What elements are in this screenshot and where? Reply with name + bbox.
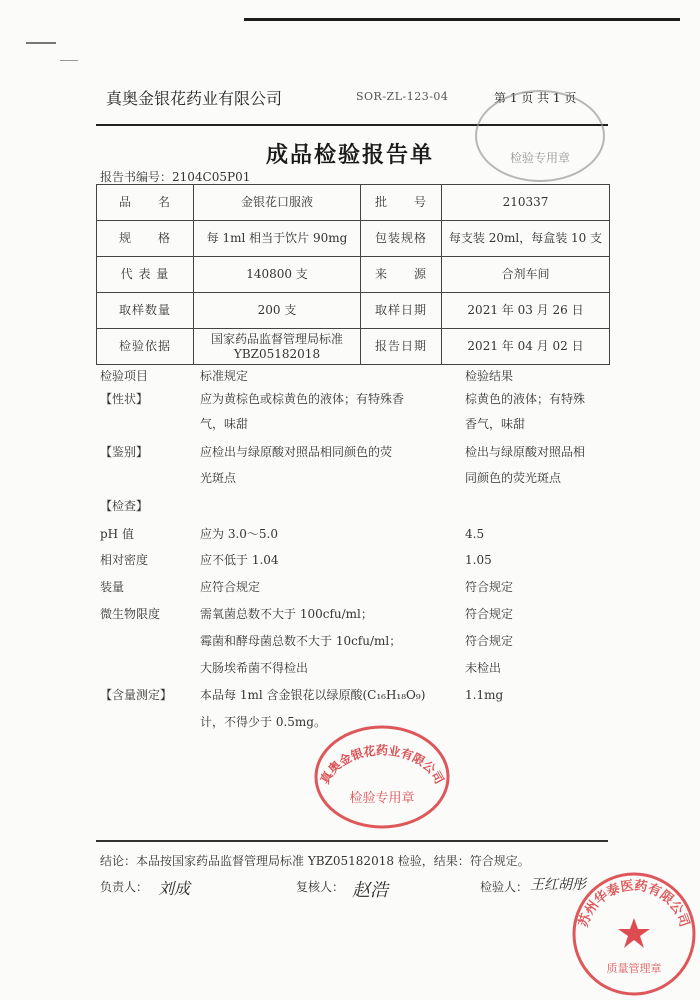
svg-text:真奥金银花药业有限公司 bbox=[317, 743, 447, 787]
col-header-standard: 标准规定 bbox=[200, 369, 249, 383]
test-result: 棕黄色的液体；有特殊 bbox=[465, 392, 586, 406]
test-standard: 光斑点 bbox=[200, 471, 237, 485]
test-result: 香气，味甜 bbox=[465, 417, 526, 431]
info-value: 每支装 20ml，每盒装 10 支 bbox=[442, 221, 610, 257]
test-standard: 应符合规定 bbox=[200, 580, 261, 594]
seal-ring-text: 苏州华泰医药有限公司 bbox=[576, 878, 692, 930]
inspection-stamp-gray bbox=[470, 86, 610, 186]
info-label: 取样数量 bbox=[97, 293, 194, 329]
reviewer-signature: 赵浩 bbox=[352, 880, 388, 901]
responsible-label: 负责人： bbox=[100, 880, 149, 894]
test-result: 符合规定 bbox=[465, 634, 514, 648]
page-info: 第 1 页 共 1 页 bbox=[494, 91, 577, 105]
page-title: 成品检验报告单 bbox=[266, 142, 435, 168]
info-label: 来 源 bbox=[361, 257, 442, 293]
stamp-center-text: 检验专用章 bbox=[509, 151, 571, 165]
top-rule bbox=[244, 18, 680, 21]
test-standard: 应为 3.0～5.0 bbox=[200, 527, 278, 541]
test-result: 同颜色的荧光斑点 bbox=[465, 471, 562, 485]
test-result: 1.05 bbox=[465, 553, 492, 567]
info-value: 2021 年 03 月 26 日 bbox=[442, 293, 610, 329]
stamp-center-text: 检验专用章 bbox=[349, 791, 415, 806]
table-row bbox=[97, 221, 610, 257]
test-result: 4.5 bbox=[465, 527, 485, 541]
stamp-ring-text: 真奥金银花药业有限公司 bbox=[317, 743, 447, 787]
conclusion-text: 结论：本品按国家药品监督管理局标准 YBZ05182018 检验，结果：符合规定。 bbox=[100, 854, 530, 868]
test-standard: 气，味甜 bbox=[200, 417, 249, 431]
quality-seal-red bbox=[568, 868, 700, 1000]
table-row bbox=[97, 185, 610, 221]
test-item-jiancha: 【检查】 bbox=[100, 499, 149, 513]
test-item-fill: 装量 bbox=[100, 580, 125, 594]
info-label: 品 名 bbox=[97, 185, 194, 221]
info-label: 报告日期 bbox=[361, 329, 442, 365]
info-value: 国家药品监督管理局标准 YBZ05182018 bbox=[194, 329, 361, 365]
test-standard: 应为黄棕色或棕黄色的液体；有特殊香 bbox=[200, 392, 405, 406]
conclusion-rule bbox=[96, 840, 608, 842]
test-item-xingzhuang: 【性状】 bbox=[100, 392, 149, 406]
report-number: 报告书编号：2104C05P01 bbox=[100, 170, 251, 184]
reviewer-label: 复核人： bbox=[296, 880, 345, 894]
test-item-assay: 【含量测定】 bbox=[100, 688, 173, 702]
info-value: 140800 支 bbox=[194, 257, 361, 293]
test-standard: 本品每 1ml 含金银花以绿原酸(C₁₆H₁₈O₉) bbox=[200, 688, 426, 702]
company-name: 真奥金银花药业有限公司 bbox=[106, 89, 283, 108]
col-header-item: 检验项目 bbox=[100, 369, 149, 383]
test-result: 符合规定 bbox=[465, 580, 514, 594]
info-value: 合剂车间 bbox=[442, 257, 610, 293]
table-row bbox=[97, 257, 610, 293]
scan-mark bbox=[26, 42, 56, 44]
test-result: 1.1mg bbox=[465, 688, 504, 702]
test-standard: 计，不得少于 0.5mg。 bbox=[200, 715, 326, 729]
inspector-label: 检验人： bbox=[480, 880, 529, 894]
info-table bbox=[96, 184, 610, 365]
test-item-micro: 微生物限度 bbox=[100, 607, 161, 621]
info-label: 取样日期 bbox=[361, 293, 442, 329]
table-row bbox=[97, 329, 610, 365]
test-standard: 需氧菌总数不大于 100cfu/ml； bbox=[200, 607, 373, 621]
responsible-signature: 刘成 bbox=[158, 879, 191, 898]
test-standard: 霉菌和酵母菌总数不大于 10cfu/ml； bbox=[200, 634, 402, 648]
inspector-signature: 王红胡彤 bbox=[530, 877, 586, 893]
test-result: 未检出 bbox=[465, 661, 502, 675]
test-result: 符合规定 bbox=[465, 607, 514, 621]
info-label: 批 号 bbox=[361, 185, 442, 221]
test-item-ph: pH 值 bbox=[100, 527, 134, 541]
info-label: 包装规格 bbox=[361, 221, 442, 257]
info-label: 检验依据 bbox=[97, 329, 194, 365]
star-icon bbox=[618, 918, 650, 948]
test-standard: 应检出与绿原酸对照品相同颜色的荧 bbox=[200, 445, 393, 459]
test-standard: 应不低于 1.04 bbox=[200, 553, 279, 567]
info-label: 规 格 bbox=[97, 221, 194, 257]
test-item-jianbie: 【鉴别】 bbox=[100, 445, 149, 459]
info-value: 2021 年 04 月 02 日 bbox=[442, 329, 610, 365]
info-value: 每 1ml 相当于饮片 90mg bbox=[194, 221, 361, 257]
document-number: SOR-ZL-123-04 bbox=[356, 90, 449, 103]
col-header-result: 检验结果 bbox=[465, 369, 514, 383]
test-standard: 大肠埃希菌不得检出 bbox=[200, 661, 309, 675]
scan-mark bbox=[60, 60, 78, 61]
test-result: 检出与绿原酸对照品相 bbox=[465, 445, 586, 459]
info-value: 200 支 bbox=[194, 293, 361, 329]
test-item-density: 相对密度 bbox=[100, 553, 149, 567]
inspection-stamp-red bbox=[312, 722, 452, 832]
info-label: 代 表 量 bbox=[97, 257, 194, 293]
table-row bbox=[97, 293, 610, 329]
seal-center-text: 质量管理章 bbox=[606, 962, 662, 975]
info-value: 210337 bbox=[442, 185, 610, 221]
info-value: 金银花口服液 bbox=[194, 185, 361, 221]
